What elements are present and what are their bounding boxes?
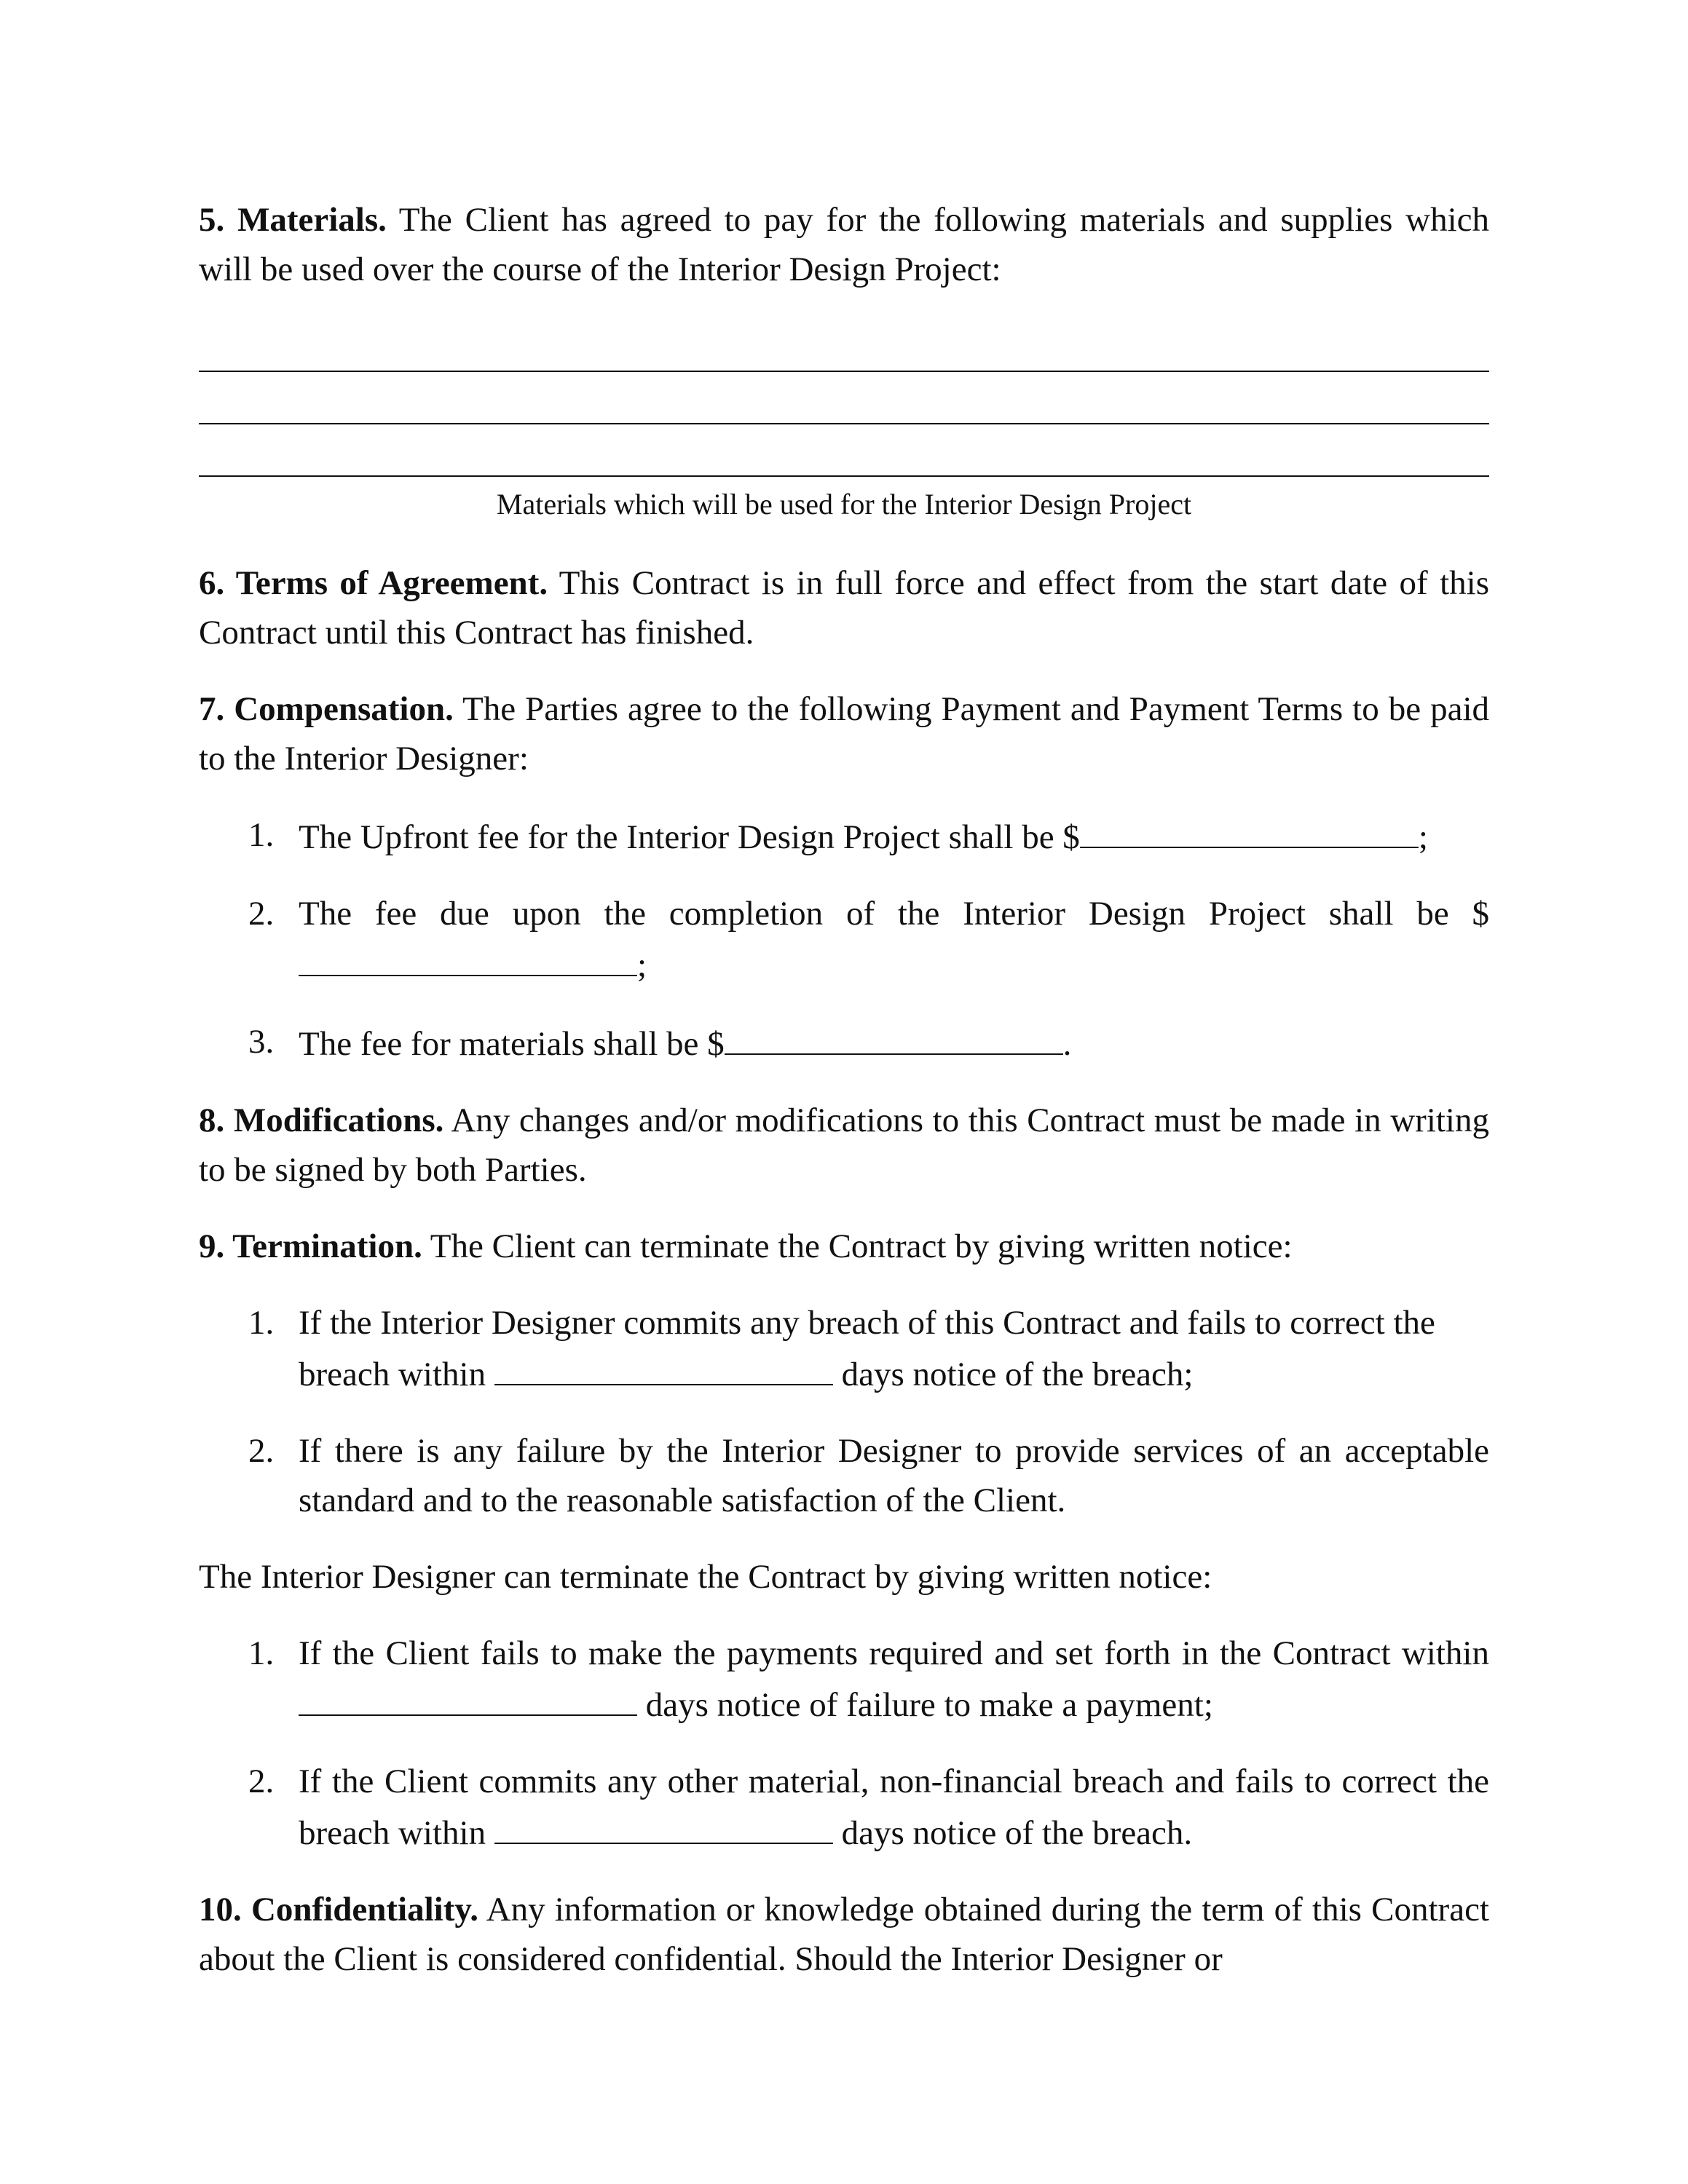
list-item-text: If the Interior Designer commits any breach of this Contract and fails to correct the breach within [299,1304,1435,1393]
section-terms-of-agreement [199,558,1489,657]
list-item-number: 1. [248,1634,275,1672]
designer-termination-intro: The Interior Designer can terminate the Contract by giving written notice: [199,1558,1212,1596]
payment-days-blank[interactable] [299,1678,637,1716]
designer-termination-list [199,1629,1489,1858]
materials-blank-line-1[interactable] [199,327,1489,372]
list-item [199,889,1489,990]
section-termination [199,1222,1489,1271]
breach-days-blank[interactable] [494,1348,833,1385]
list-item-number: 3. [248,1023,275,1061]
materials-fee-blank[interactable] [725,1017,1063,1055]
materials-blank-line-2[interactable] [199,379,1489,424]
section-heading: 6. Terms of Agreement. [199,564,548,602]
completion-fee-blank[interactable] [299,938,637,976]
list-item [199,1017,1489,1069]
list-item-text: The fee for materials shall be $ [299,1025,725,1063]
list-item-number: 2. [248,1432,275,1470]
list-item-text: If the Client commits any other material, non-financial breach and fails to correct the breach within [299,1762,1489,1852]
section-heading: 9. Termination. [199,1227,422,1265]
list-item [199,810,1489,862]
list-item-text: days notice of failure to make a payment; [637,1686,1213,1724]
list-item-text: The fee due upon the completion of the Interior Design Project shall be $ [299,895,1489,933]
non-financial-breach-days-blank[interactable] [494,1806,833,1844]
list-item-text: days notice of the breach. [832,1814,1193,1852]
list-item [199,1426,1489,1525]
section-text: Any changes and/or modifications to this Contract must be made in writing to be signed by both Parties. [199,1101,1489,1189]
section-modifications [199,1096,1489,1195]
list-item-text: days notice of the breach; [832,1356,1194,1393]
list-item-number: 1. [248,1304,275,1342]
list-item [199,1757,1489,1858]
compensation-list [199,810,1489,1069]
materials-blank-line-3[interactable] [199,432,1489,477]
list-item-text: ; [637,946,647,984]
upfront-fee-blank[interactable] [1080,810,1419,848]
section-confidentiality [199,1885,1489,1984]
section-text: This Contract is in full force and effect from the start date of this Contract until this Contract has finished. [199,564,1489,652]
list-item-number: 2. [248,1762,275,1800]
section-compensation [199,684,1489,783]
list-item-text: If the Client fails to make the payments required and set forth in the Contract within [299,1634,1489,1672]
list-item-number: 1. [248,816,275,854]
list-item-text: ; [1418,818,1428,856]
section-heading: 7. Compensation. [199,690,454,728]
section-text: The Client can terminate the Contract by giving written notice: [422,1227,1293,1265]
section-heading: 10. Confidentiality. [199,1891,479,1928]
section-text: The Client has agreed to pay for the following materials and supplies which will be used over the course of the Interior Design Project: [199,201,1490,288]
client-termination-list [199,1298,1489,1525]
list-item [199,1298,1489,1399]
list-item-text: If there is any failure by the Interior Designer to provide services of an acceptable standard and to the reasonable satisfaction of the Client. [299,1432,1489,1519]
list-item-text: The Upfront fee for the Interior Design Project shall be $ [299,818,1080,856]
section-materials [199,195,1489,294]
section-heading: 8. Modifications. [199,1101,444,1139]
section-heading: 5. Materials. [199,201,387,239]
list-item [199,1629,1489,1730]
section-text: Any information or knowledge obtained during the term of this Contract about the Client is considered confidential. Should the Interior Designer or [199,1891,1489,1978]
section-text: The Parties agree to the following Payment and Payment Terms to be paid to the Interior Designer: [199,690,1489,778]
list-item-number: 2. [248,895,275,933]
materials-caption: Materials which will be used for the Interior Design Project [496,488,1192,521]
document-page [199,195,1489,2011]
list-item-text: . [1062,1025,1072,1063]
